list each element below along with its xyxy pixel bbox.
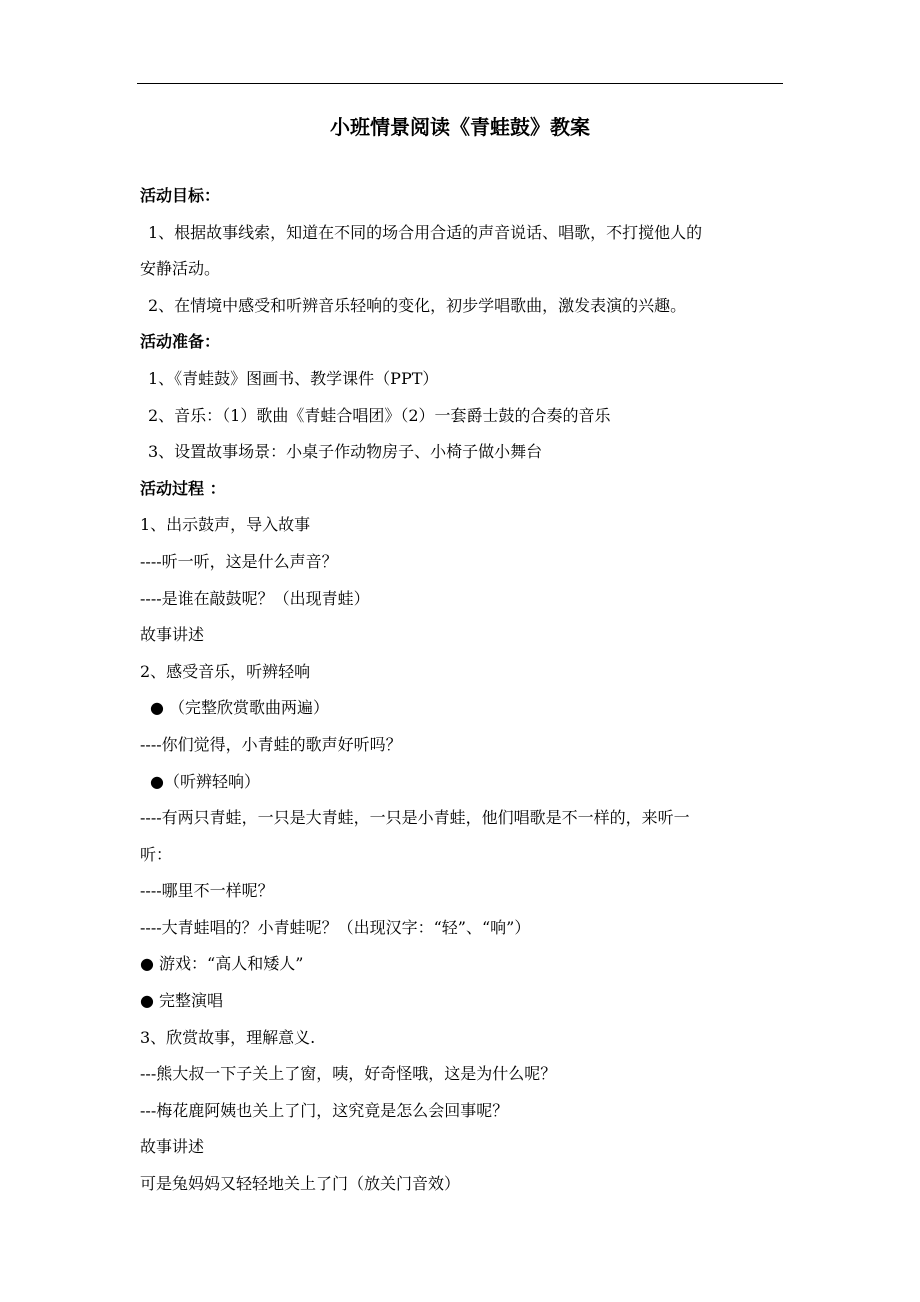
text-line: ----哪里不一样呢？: [140, 881, 274, 901]
text-line: ----听一听，这是什么声音？: [140, 551, 338, 571]
text-line: ----你们觉得，小青蛙的歌声好听吗？: [140, 734, 402, 754]
text-line: 可是兔妈妈又轻轻地关上了门（放关门音效）: [140, 1174, 461, 1194]
text-line: 1、根据故事线索，知道在不同的场合用合适的声音说话、唱歌，不打搅他人的: [148, 222, 703, 242]
section-heading: 活动目标：: [140, 186, 221, 205]
text-line: ● 完整演唱: [140, 991, 224, 1011]
section-heading: 活动过程 ：: [140, 478, 226, 498]
text-line: ----大青蛙唱的？小青蛙呢？（出现汉字：“轻”、“响”）: [140, 917, 531, 937]
text-line: 安静活动。: [140, 259, 221, 279]
text-line: 3、设置故事场景：小桌子作动物房子、小椅子做小舞台: [148, 442, 543, 462]
text-line: 1、出示鼓声，导入故事: [140, 515, 311, 535]
text-line: 故事讲述: [140, 1137, 205, 1157]
text-line: ●（听辨轻响）: [150, 771, 260, 791]
document-body: [140, 178, 783, 1203]
text-line: 1、《青蛙鼓》图画书、教学课件（PPT）: [148, 368, 439, 388]
text-line: ---熊大叔一下子关上了窗，咦，好奇怪哦，这是为什么呢？: [140, 1064, 557, 1084]
text-line: ---梅花鹿阿姨也关上了门，这究竟是怎么会回事呢？: [140, 1100, 509, 1120]
text-line: 2、感受音乐，听辨轻响: [140, 661, 311, 681]
text-line: 2、在情境中感受和听辨音乐轻响的变化，初步学唱歌曲，激发表演的兴趣。: [148, 295, 687, 315]
text-line: 听：: [140, 844, 173, 864]
text-line: 故事讲述: [140, 625, 205, 645]
text-line: ● （完整欣赏歌曲两遍）: [150, 698, 330, 718]
text-line: 3、欣赏故事，理解意义.: [140, 1027, 316, 1047]
text-line: ----是谁在敲鼓呢？（出现青蛙）: [140, 588, 370, 608]
section-heading: 活动准备：: [140, 332, 221, 352]
header-rule: [137, 83, 783, 84]
document-title: 小班情景阅读《青蛙鼓》教案: [330, 115, 590, 139]
text-line: 2、音乐：（1）歌曲《青蛙合唱团》（2）一套爵士鼓的合奏的音乐: [148, 405, 611, 425]
text-line: ----有两只青蛙，一只是大青蛙，一只是小青蛙，他们唱歌是不一样的，来听一: [140, 808, 690, 828]
text-line: ● 游戏：“高人和矮人”: [140, 954, 304, 974]
